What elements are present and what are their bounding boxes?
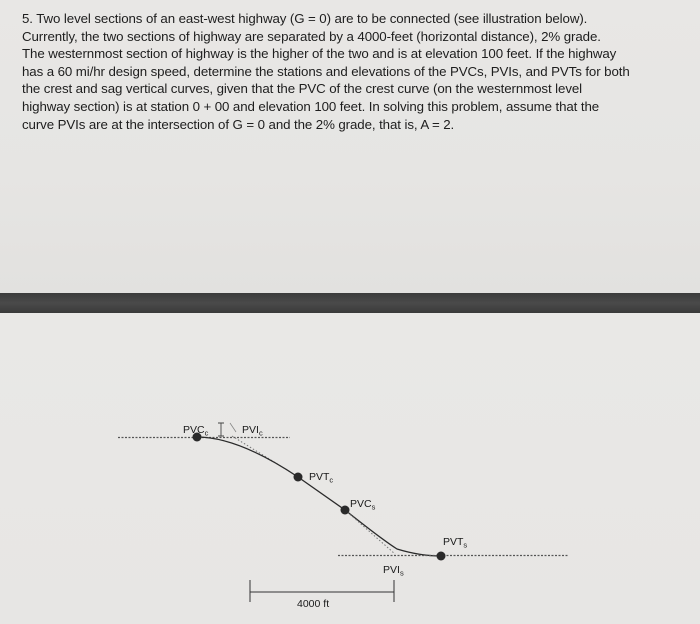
- problem-line-1: 5. Two level sections of an east-west highway (G = 0) are to be connected (see illustration below).: [22, 11, 588, 26]
- problem-statement: [22, 10, 682, 133]
- pvt-sag-point: [437, 552, 446, 561]
- problem-line-6: highway section) is at station 0 + 00 and elevation 100 feet. In solving this problem, assume that the: [22, 98, 600, 114]
- pvi-sag-label: $PVI_s$: [383, 564, 404, 578]
- problem-line-2: Currently, the two sections of highway are separated by a 4000-feet (horizontal distance), 2% grade.: [22, 28, 601, 44]
- pvc-crest-label: $PVC_c$: [183, 424, 209, 438]
- pvi-crest-label: $PVI_c$: [242, 424, 263, 438]
- problem-line-4: has a 60 mi/hr design speed, determine the stations and elevations of the PVCs, PVIs, and PVTs for both: [22, 63, 630, 79]
- page-divider: [0, 293, 700, 313]
- problem-line-7: curve PVIs are at the intersection of G = 0 and the 2% grade, that is, A = 2.: [22, 116, 455, 132]
- text-cursor-icon: [218, 423, 224, 436]
- sag-curve: [345, 510, 441, 556]
- pvt-crest-label: $PVT_c$: [309, 471, 334, 485]
- pvi-crest-tick: [230, 423, 236, 432]
- pvt-sag-label: $PVT_s$: [443, 536, 468, 550]
- problem-line-5: the crest and sag vertical curves, given that the PVC of the crest curve (on the westernmost level: [22, 81, 583, 97]
- pvc-sag-point: [341, 506, 350, 515]
- problem-line-3: The westernmost section of highway is the higher of the two and is at elevation 100 feet. If the highway: [22, 46, 617, 62]
- vertical-curve-diagram: [0, 313, 700, 624]
- pvc-sag-label: $PVC_s$: [350, 498, 376, 512]
- crest-curve: [197, 437, 298, 477]
- pvt-crest-point: [294, 473, 303, 482]
- dimension-label: 4000 ft: [297, 598, 330, 610]
